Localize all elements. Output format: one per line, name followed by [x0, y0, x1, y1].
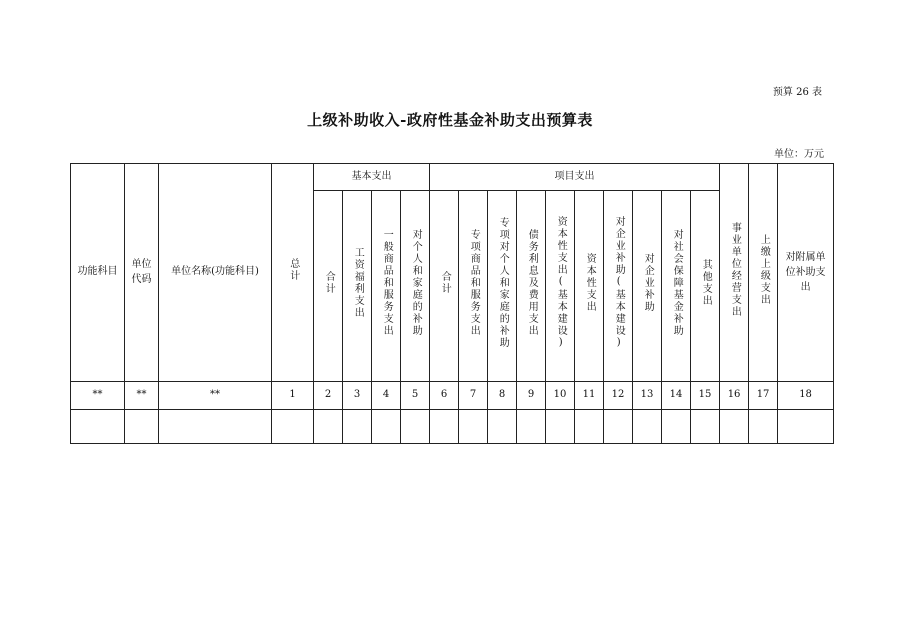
- page-title: 上级补助收入-政府性基金补助支出预算表: [307, 111, 593, 129]
- header-basic-total: 合计: [314, 191, 343, 382]
- empty-cell[interactable]: [604, 410, 633, 444]
- code-cell: 12: [604, 382, 633, 410]
- header-capital: 资本性支出: [575, 191, 604, 382]
- code-cell: 3: [343, 382, 372, 410]
- header-goods: 一般商品和服务支出: [372, 191, 401, 382]
- header-debt: 债务利息及费用支出: [517, 191, 546, 382]
- empty-cell[interactable]: [71, 410, 125, 444]
- header-basic: 基本支出: [314, 164, 430, 191]
- code-cell: 17: [749, 382, 778, 410]
- code-cell: 16: [720, 382, 749, 410]
- empty-cell[interactable]: [343, 410, 372, 444]
- code-cell: 13: [633, 382, 662, 410]
- header-project-total: 合计: [430, 191, 459, 382]
- header-affiliated: 对附属单位补助支出: [778, 164, 834, 382]
- header-special-personal: 专项对个人和家庭的补助: [488, 191, 517, 382]
- code-cell: **: [125, 382, 159, 410]
- empty-cell[interactable]: [778, 410, 834, 444]
- form-number: 预算 26 表: [772, 87, 822, 98]
- code-cell: 10: [546, 382, 575, 410]
- header-other: 其他支出: [691, 191, 720, 382]
- code-cell: 5: [401, 382, 430, 410]
- header-capital-basic: 资本性支出(基本建设): [546, 191, 575, 382]
- code-cell: 18: [778, 382, 834, 410]
- header-personal: 对个人和家庭的补助: [401, 191, 430, 382]
- code-cell: 11: [575, 382, 604, 410]
- empty-cell[interactable]: [662, 410, 691, 444]
- empty-cell[interactable]: [159, 410, 272, 444]
- empty-cell[interactable]: [459, 410, 488, 444]
- empty-cell[interactable]: [749, 410, 778, 444]
- code-cell: 6: [430, 382, 459, 410]
- unit-label: 单位：万元: [774, 149, 824, 160]
- header-total: 总计: [272, 164, 314, 382]
- empty-cell[interactable]: [125, 410, 159, 444]
- empty-cell[interactable]: [517, 410, 546, 444]
- code-cell: 8: [488, 382, 517, 410]
- header-remit: 上缴上级支出: [749, 164, 778, 382]
- header-func-subject: 功能科目: [71, 164, 125, 382]
- empty-cell[interactable]: [691, 410, 720, 444]
- empty-cell[interactable]: [720, 410, 749, 444]
- empty-cell[interactable]: [430, 410, 459, 444]
- empty-cell[interactable]: [401, 410, 430, 444]
- code-cell: **: [159, 382, 272, 410]
- empty-cell[interactable]: [575, 410, 604, 444]
- empty-cell[interactable]: [546, 410, 575, 444]
- table-row-empty: [71, 410, 834, 444]
- header-unit-code: 单位代码: [125, 164, 159, 382]
- code-cell: 2: [314, 382, 343, 410]
- empty-cell[interactable]: [372, 410, 401, 444]
- code-cell: 9: [517, 382, 546, 410]
- code-cell: 4: [372, 382, 401, 410]
- table-row-codes: [71, 382, 834, 410]
- code-cell: 1: [272, 382, 314, 410]
- header-salary: 工资福利支出: [343, 191, 372, 382]
- budget-table: [70, 163, 834, 444]
- empty-cell[interactable]: [314, 410, 343, 444]
- code-cell: **: [71, 382, 125, 410]
- header-unit-name: 单位名称(功能科目): [159, 164, 272, 382]
- header-project: 项目支出: [430, 164, 720, 191]
- empty-cell[interactable]: [272, 410, 314, 444]
- empty-cell[interactable]: [488, 410, 517, 444]
- header-enterprise: 对企业补助: [633, 191, 662, 382]
- empty-cell[interactable]: [633, 410, 662, 444]
- code-cell: 14: [662, 382, 691, 410]
- code-cell: 15: [691, 382, 720, 410]
- header-special-goods: 专项商品和服务支出: [459, 191, 488, 382]
- header-enterprise-basic: 对企业补助(基本建设): [604, 191, 633, 382]
- code-cell: 7: [459, 382, 488, 410]
- header-business: 事业单位经营支出: [720, 164, 749, 382]
- header-social: 对社会保障基金补助: [662, 191, 691, 382]
